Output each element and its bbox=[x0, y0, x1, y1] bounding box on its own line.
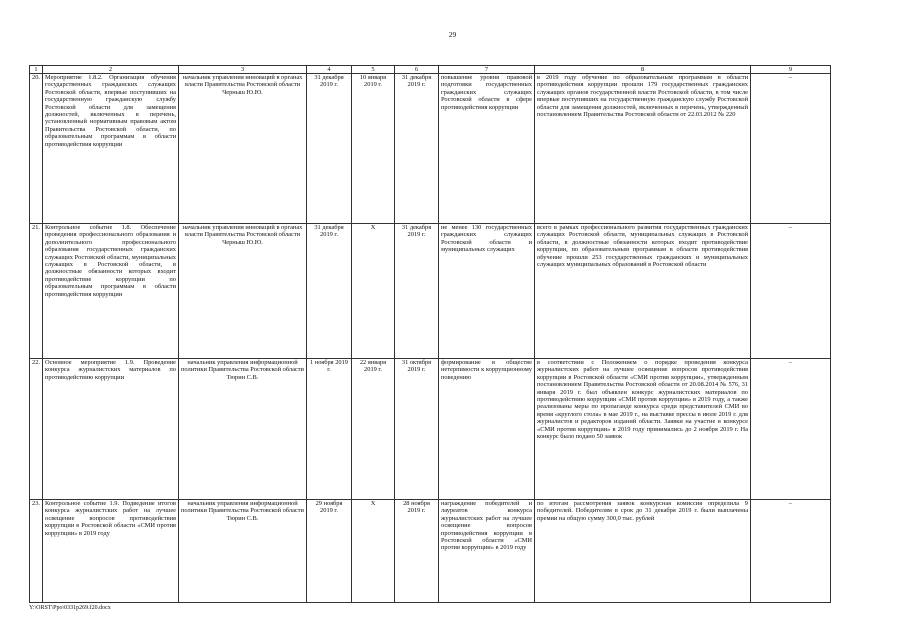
responsible-cell: начальник управления инноваций в органах власти Правительства Ростовской области Черныш Ю.Ю. bbox=[179, 224, 307, 359]
column-number: 6 bbox=[395, 66, 439, 74]
column-number: 7 bbox=[439, 66, 535, 74]
note-cell: – bbox=[751, 74, 831, 224]
row-number: 22. bbox=[30, 359, 43, 500]
page-number: 29 bbox=[448, 30, 457, 39]
activity-cell: Мероприятие 1.8.2. Организация обучения государственных гражданских служащих Ростовской области, впервые поступивших на государственную гражданскую службу Ростовской области для замещения должностей, включенных в перечень, установленный нормативным правовым актом Правительства Ростовской области, по образовательным программам в области противодействия коррупции bbox=[43, 74, 179, 224]
actual-result-cell: в соответствии с Положением о порядке проведения конкурса журналистских работ на лучшее освещение вопросов противодействия коррупции в Ростовской области «СМИ против коррупции», утвержденным постановлением Правительства Ростовской области от 20.08.2014 № 576, 31 января 2019 г. был объявлен конкурс журналистских материалов по противодействию коррупции «СМИ против коррупции» в 2019 году, а также реализованы меры по пропаганде конкурса среди представителей СМИ во время «круглого стола» в мае 2019 г., на выставке прессы в июле 2019 г. для журналистов и редакторов изданий области. Заявки на участие в конкурсе «СМИ против коррупции» в 2019 году принимались до 2 ноября 2019 г. На конкурс было подано 50 заявок bbox=[535, 359, 751, 500]
activity-cell: Контрольное событие 1.9. Подведение итогов конкурса журналистских работ на лучшее освещение вопросов противодействия коррупции в Ростовской области «СМИ против коррупции» в 2019 году bbox=[43, 500, 179, 603]
column-number: 4 bbox=[307, 66, 352, 74]
table-row bbox=[30, 74, 831, 224]
end-date-cell: 31 декабря 2019 г. bbox=[395, 74, 439, 224]
column-number-row bbox=[30, 66, 831, 74]
responsible-cell: начальник управления инноваций в органах власти Правительства Ростовской области Черныш Ю.Ю. bbox=[179, 74, 307, 224]
planned-date-cell: 31 декабря 2019 г. bbox=[307, 224, 352, 359]
table-row bbox=[30, 224, 831, 359]
expected-result-cell: награждение победителей и лауреатов конкурса журналистских работ на лучшее освещение вопросов противодействия коррупции в Ростовской области «СМИ против коррупции» в 2019 году bbox=[439, 500, 535, 603]
column-number: 5 bbox=[352, 66, 395, 74]
table-row bbox=[30, 500, 831, 603]
column-number: 1 bbox=[30, 66, 43, 74]
planned-date-cell: 31 декабря 2019 г. bbox=[307, 74, 352, 224]
row-number: 23. bbox=[30, 500, 43, 603]
activity-cell: Основное мероприятие 1.9. Проведение конкурса журналистских материалов по противодействию коррупции bbox=[43, 359, 179, 500]
start-date-cell: Х bbox=[352, 224, 395, 359]
note-cell: – bbox=[751, 500, 831, 603]
expected-result-cell: повышение уровня правовой подготовки государственных гражданских служащих Ростовской области в сфере противодействия коррупции bbox=[439, 74, 535, 224]
row-number: 20. bbox=[30, 74, 43, 224]
row-number: 21. bbox=[30, 224, 43, 359]
column-number: 2 bbox=[43, 66, 179, 74]
column-number: 3 bbox=[179, 66, 307, 74]
start-date-cell: Х bbox=[352, 500, 395, 603]
table-row bbox=[30, 359, 831, 500]
end-date-cell: 31 декабря 2019 г. bbox=[395, 224, 439, 359]
expected-result-cell: формирование в обществе нетерпимости к коррупционному поведению bbox=[439, 359, 535, 500]
planned-date-cell: 29 ноября 2019 г. bbox=[307, 500, 352, 603]
column-number: 8 bbox=[535, 66, 751, 74]
end-date-cell: 28 ноября 2019 г. bbox=[395, 500, 439, 603]
note-cell: – bbox=[751, 359, 831, 500]
report-table bbox=[29, 65, 831, 603]
expected-result-cell: не менее 130 государственных гражданских служащих Ростовской области и муниципальных служащих bbox=[439, 224, 535, 359]
note-cell: – bbox=[751, 224, 831, 359]
responsible-cell: начальник управления информационной политики Правительства Ростовской области Тюрин С.В. bbox=[179, 359, 307, 500]
column-number: 9 bbox=[751, 66, 831, 74]
responsible-cell: начальник управления информационной политики Правительства Ростовской области Тюрин С.В. bbox=[179, 500, 307, 603]
start-date-cell: 22 января 2019 г. bbox=[352, 359, 395, 500]
start-date-cell: 10 января 2019 г. bbox=[352, 74, 395, 224]
file-path-footer: Y:\ORST\Ppo\0331p269.f20.docx bbox=[29, 605, 111, 611]
end-date-cell: 31 октября 2019 г. bbox=[395, 359, 439, 500]
actual-result-cell: в 2019 году обучение по образовательным программам в области противодействия коррупции прошли 179 государственных гражданских служащих органов государственной власти Ростовской области, в том числе впервые поступивших на государственную гражданскую службу Ростовской области для замещения должностей, включенных в перечень, утвержденный постановлением Правительства Ростовской области от 22.03.2012 № 220 bbox=[535, 74, 751, 224]
actual-result-cell: по итогам рассмотрения заявок конкурсная комиссия определила 9 победителей. Победителям в срок до 31 декабря 2019 г. были выплачены премии на общую сумму 300,0 тыс. рублей bbox=[535, 500, 751, 603]
actual-result-cell: всего в рамках профессионального развития государственных гражданских служащих Ростовской области, муниципальных служащих в Ростовской области, в должностные обязанности которых входит противодействие коррупции, по образовательным программам в области противодействия обучение прошли 253 государственных гражданских и муниципальных служащих муниципальных образований в Ростовской области bbox=[535, 224, 751, 359]
activity-cell: Контрольное событие 1.8. Обеспечение проведения профессионального образования и дополнительного профессионального образования государственных гражданских служащих Ростовской области, муниципальных служащих в Ростовской области, в должностные обязанности которых входит противодействие коррупции по образовательным программам в области противодействия коррупции bbox=[43, 224, 179, 359]
planned-date-cell: 1 ноября 2019 г. bbox=[307, 359, 352, 500]
